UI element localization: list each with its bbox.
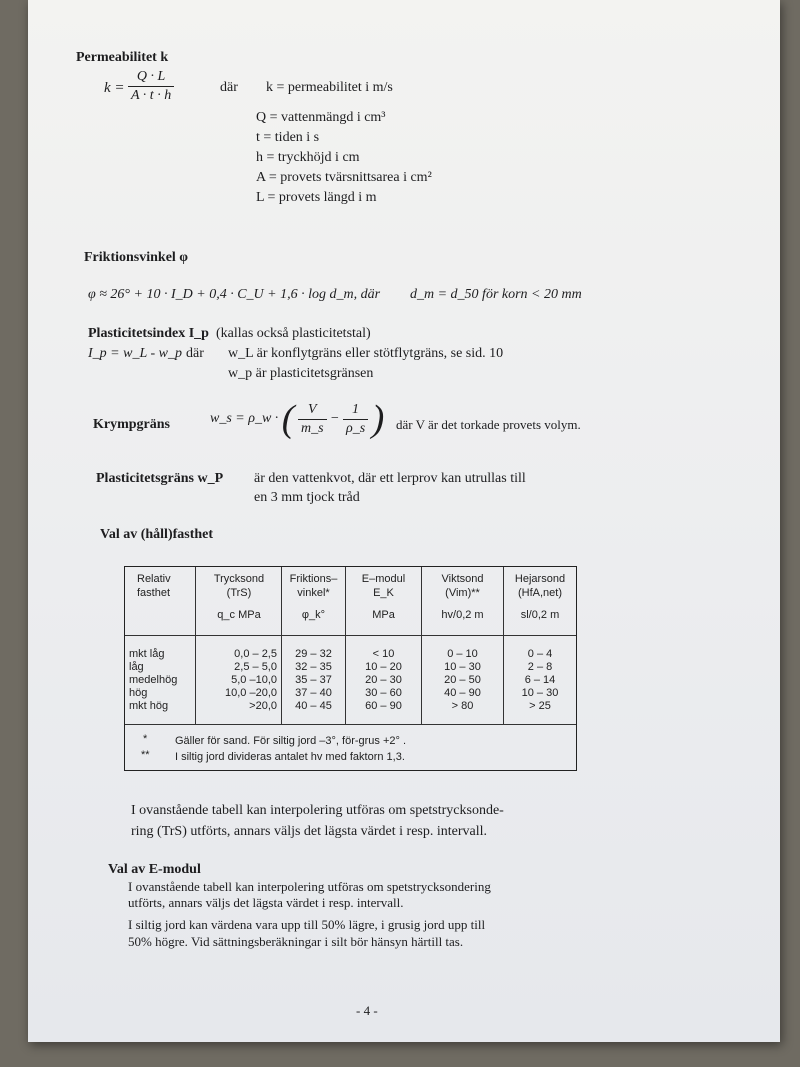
table-cell-hejarsond: 6 – 14 [524,674,556,686]
emodul-line-1: I ovanstående tabell kan interpolering utföras om spetstrycksondering [128,879,491,894]
shrinkage-note: där V är det torkade provets volym. [396,417,581,432]
table-cell-trycksond: 0,0 – 2,5 [234,648,277,660]
table-divider [195,567,196,724]
header-trycksond-3: q_c MPa [217,609,261,621]
table-cell-fasthet: medelhög [129,674,178,686]
table-cell-friktion: 29 – 32 [295,648,332,660]
footnote-2-mark: ** [141,749,150,761]
right-paren: ) [371,398,385,440]
strength-table [124,566,577,771]
emodul-line-4: 50% högre. Vid sättningsberäkningar i silt bör hänsyn härtill tas. [128,934,464,949]
document-page [28,0,780,1042]
table-cell-fasthet: mkt låg [129,648,165,660]
table-header-rule [125,635,576,636]
header-friktion-3: φ_k° [301,609,326,621]
permeability-lhs: k = [104,80,125,96]
emodul-line-3: I siltig jord kan värdena vara upp till 50% lägre, i grusig jord upp till [128,917,486,932]
table-cell-friktion: 40 – 45 [295,700,332,712]
table-cell-viktsond: 20 – 50 [444,674,481,686]
permeability-heading: Permeabilitet k [76,50,169,65]
friction-condition: d_m = d_50 för korn < 20 mm [410,287,582,302]
table-cell-fasthet: låg [129,661,144,673]
permeability-def-5: A = provets tvärsnittsarea i cm² [256,170,432,185]
strength-para-line-1: I ovanstående tabell kan interpolering utföras om spetstrycksonde- [131,803,504,818]
footnote-1-mark: * [143,733,148,745]
page-number: - 4 - [356,1003,378,1018]
table-cell-trycksond: >20,0 [249,700,277,712]
shrinkage-minus: − [330,411,340,427]
table-cell-friktion: 35 – 37 [295,674,332,686]
header-trycksond-2: (TrS) [226,587,252,599]
plastic-limit-heading: Plasticitetsgräns w_P [96,471,224,486]
permeability-def-4: h = tryckhöjd i cm [256,150,360,165]
header-hejarsond-3: sl/0,2 m [520,609,560,621]
header-hejarsond-2: (HfA,net) [517,587,562,599]
plasticity-index-formula: I_p = w_L - w_p [88,346,182,361]
shrinkage-heading: Krympgräns [93,417,170,432]
plasticity-index-line-2: w_p är plasticitetsgränsen [228,366,374,381]
permeability-fraction [128,68,174,105]
header-viktsond-2: (Vim)** [445,587,480,599]
permeability-denominator: A · t · h [131,88,172,103]
table-cell-viktsond: 0 – 10 [447,648,478,660]
header-hejarsond-1: Hejarsond [514,573,566,585]
table-cell-emodul: < 10 [372,648,395,660]
table-cell-emodul: 20 – 30 [365,674,402,686]
shrinkage-fraction-1 [298,401,327,438]
plastic-limit-line-2: en 3 mm tjock tråd [254,490,360,505]
shrinkage-frac2-den: ρ_s [345,420,366,436]
table-cell-viktsond: > 80 [451,700,474,712]
table-cell-trycksond: 5,0 –10,0 [231,674,277,686]
header-relativ-2: fasthet [137,587,171,599]
permeability-dar: där [220,80,238,95]
friction-formula: φ ≈ 26° + 10 · I_D + 0,4 · C_U + 1,6 · log d_m, där [88,287,381,302]
plasticity-index-dar: där [186,346,204,361]
strength-para-line-2: ring (TrS) utförts, annars väljs det lägsta värdet i resp. intervall. [131,824,488,839]
header-emodul-1: E–modul [361,573,406,585]
permeability-numerator: Q · L [128,68,174,87]
plastic-limit-line-1: är den vattenkvot, där ett lerprov kan utrullas till [254,471,526,486]
table-cell-emodul: 30 – 60 [365,687,402,699]
emodul-heading: Val av E-modul [108,862,201,877]
header-friktion-1: Friktions– [289,573,338,585]
header-viktsond-3: hv/0,2 m [441,609,484,621]
permeability-def-2: Q = vattenmängd i cm³ [256,110,386,125]
table-cell-fasthet: hög [129,687,148,699]
table-cell-hejarsond: 0 – 4 [527,648,553,660]
header-friktion-2: vinkel* [297,587,330,599]
plasticity-index-heading: Plasticitetsindex I_p [88,326,209,341]
table-cell-trycksond: 10,0 –20,0 [225,687,277,699]
table-cell-hejarsond: 2 – 8 [527,661,553,673]
shrinkage-frac2-num: 1 [343,401,368,420]
table-cell-trycksond: 2,5 – 5,0 [234,661,277,673]
plasticity-index-note: (kallas också plasticitetstal) [215,326,371,341]
emodul-line-2: utförts, annars väljs det lägsta värdet i resp. intervall. [128,895,404,910]
permeability-definitions [256,108,432,208]
table-cell-hejarsond: > 25 [529,700,551,712]
table-cell-friktion: 32 – 35 [295,661,332,673]
header-viktsond-1: Viktsond [441,573,484,585]
header-relativ-1: Relativ [137,573,171,585]
shrinkage-lhs: w_s = ρ_w · [210,411,279,427]
table-cell-emodul: 10 – 20 [365,661,402,673]
shrinkage-frac1-num: V [298,401,327,420]
strength-heading: Val av (håll)fasthet [100,527,214,542]
table-footnote-rule [125,724,576,725]
table-cell-friktion: 37 – 40 [295,687,332,699]
left-paren: ( [281,398,295,440]
permeability-def-3: t = tiden i s [256,130,320,145]
table-cell-emodul: 60 – 90 [365,700,402,712]
footnote-2: I siltig jord divideras antalet hv med faktorn 1,3. [175,751,405,763]
table-cell-viktsond: 40 – 90 [444,687,481,699]
friction-heading: Friktionsvinkel φ [84,250,189,265]
table-cell-viktsond: 10 – 30 [444,661,481,673]
table-cell-hejarsond: 10 – 30 [521,687,559,699]
plasticity-index-line-1: w_L är konflytgräns eller stötflytgräns, se sid. 10 [228,346,504,361]
footnote-1: Gäller för sand. För siltig jord –3°, för-grus +2° . [175,735,407,747]
plasticity-index-heading-row [88,326,371,342]
permeability-def-1: k = permeabilitet i m/s [266,80,393,95]
header-emodul-3: MPa [372,609,395,621]
permeability-def-6: L = provets längd i m [256,190,377,205]
table-cell-fasthet: mkt hög [129,700,169,712]
shrinkage-frac1-den: m_s [300,420,324,436]
header-trycksond-1: Trycksond [213,573,265,585]
shrinkage-formula [210,400,384,438]
header-emodul-2: E_K [373,587,394,599]
shrinkage-fraction-2 [343,401,368,438]
